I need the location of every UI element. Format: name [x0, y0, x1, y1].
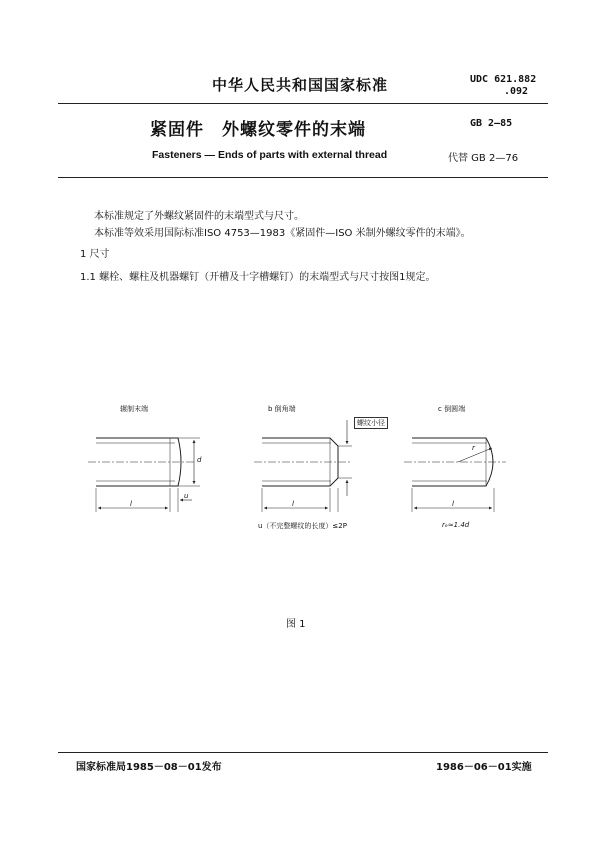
- label-thread-minor-diameter: 螺纹小径: [354, 417, 388, 429]
- dim-l-label-b: l: [292, 500, 294, 508]
- rolled-end-drawing: [88, 438, 200, 512]
- section-heading-1: 1 尺寸: [80, 249, 110, 260]
- chamfered-end-drawing: [254, 420, 352, 512]
- clause-1-1: 1.1 螺栓、螺柱及机器螺钉（开槽及十字槽螺钉）的末端型式与尺寸按图1规定。: [80, 272, 436, 283]
- dim-l-label-a: l: [130, 500, 132, 508]
- label-rounded-end: c 倒圆端: [438, 405, 466, 413]
- intro-paragraph-2: 本标准等效采用国际标准ISO 4753—1983《紧固件—ISO 米制外螺纹零件的末端》。: [94, 228, 471, 239]
- note-chamfered-end: u（不完整螺纹的长度）≤2P: [258, 522, 347, 530]
- dim-l-label-c: l: [452, 500, 454, 508]
- label-chamfered-end: b 倒角端: [268, 405, 296, 413]
- footer-rule: [58, 752, 548, 753]
- dim-r-label: r: [472, 444, 475, 452]
- english-title: Fasteners — Ends of parts with external thread: [152, 149, 388, 161]
- standard-header: 中华人民共和国国家标准: [211, 76, 388, 94]
- dim-d-label: d: [197, 456, 202, 464]
- dim-u-label-a: u: [184, 492, 189, 500]
- intro-paragraph-1: 本标准规定了外螺纹紧固件的末端型式与尺寸。: [94, 211, 304, 222]
- issue-date: 国家标准局1985－08－01发布: [76, 762, 222, 773]
- implementation-date: 1986－06－01实施: [436, 762, 532, 773]
- udc-line-1: UDC 621.882: [470, 74, 537, 85]
- document-title: 紧固件 外螺纹零件的末端: [150, 120, 366, 140]
- gb-number: GB 2—85: [470, 118, 513, 129]
- note-rounded-end: rₑ≈1.4d: [442, 521, 470, 529]
- rounded-end-drawing: [404, 438, 506, 512]
- replaces-note: 代替 GB 2—76: [448, 153, 519, 164]
- figure-caption: 图 1: [286, 619, 306, 630]
- label-rolled-end: 辗制末端: [120, 405, 148, 413]
- udc-line-2: .092: [504, 86, 529, 97]
